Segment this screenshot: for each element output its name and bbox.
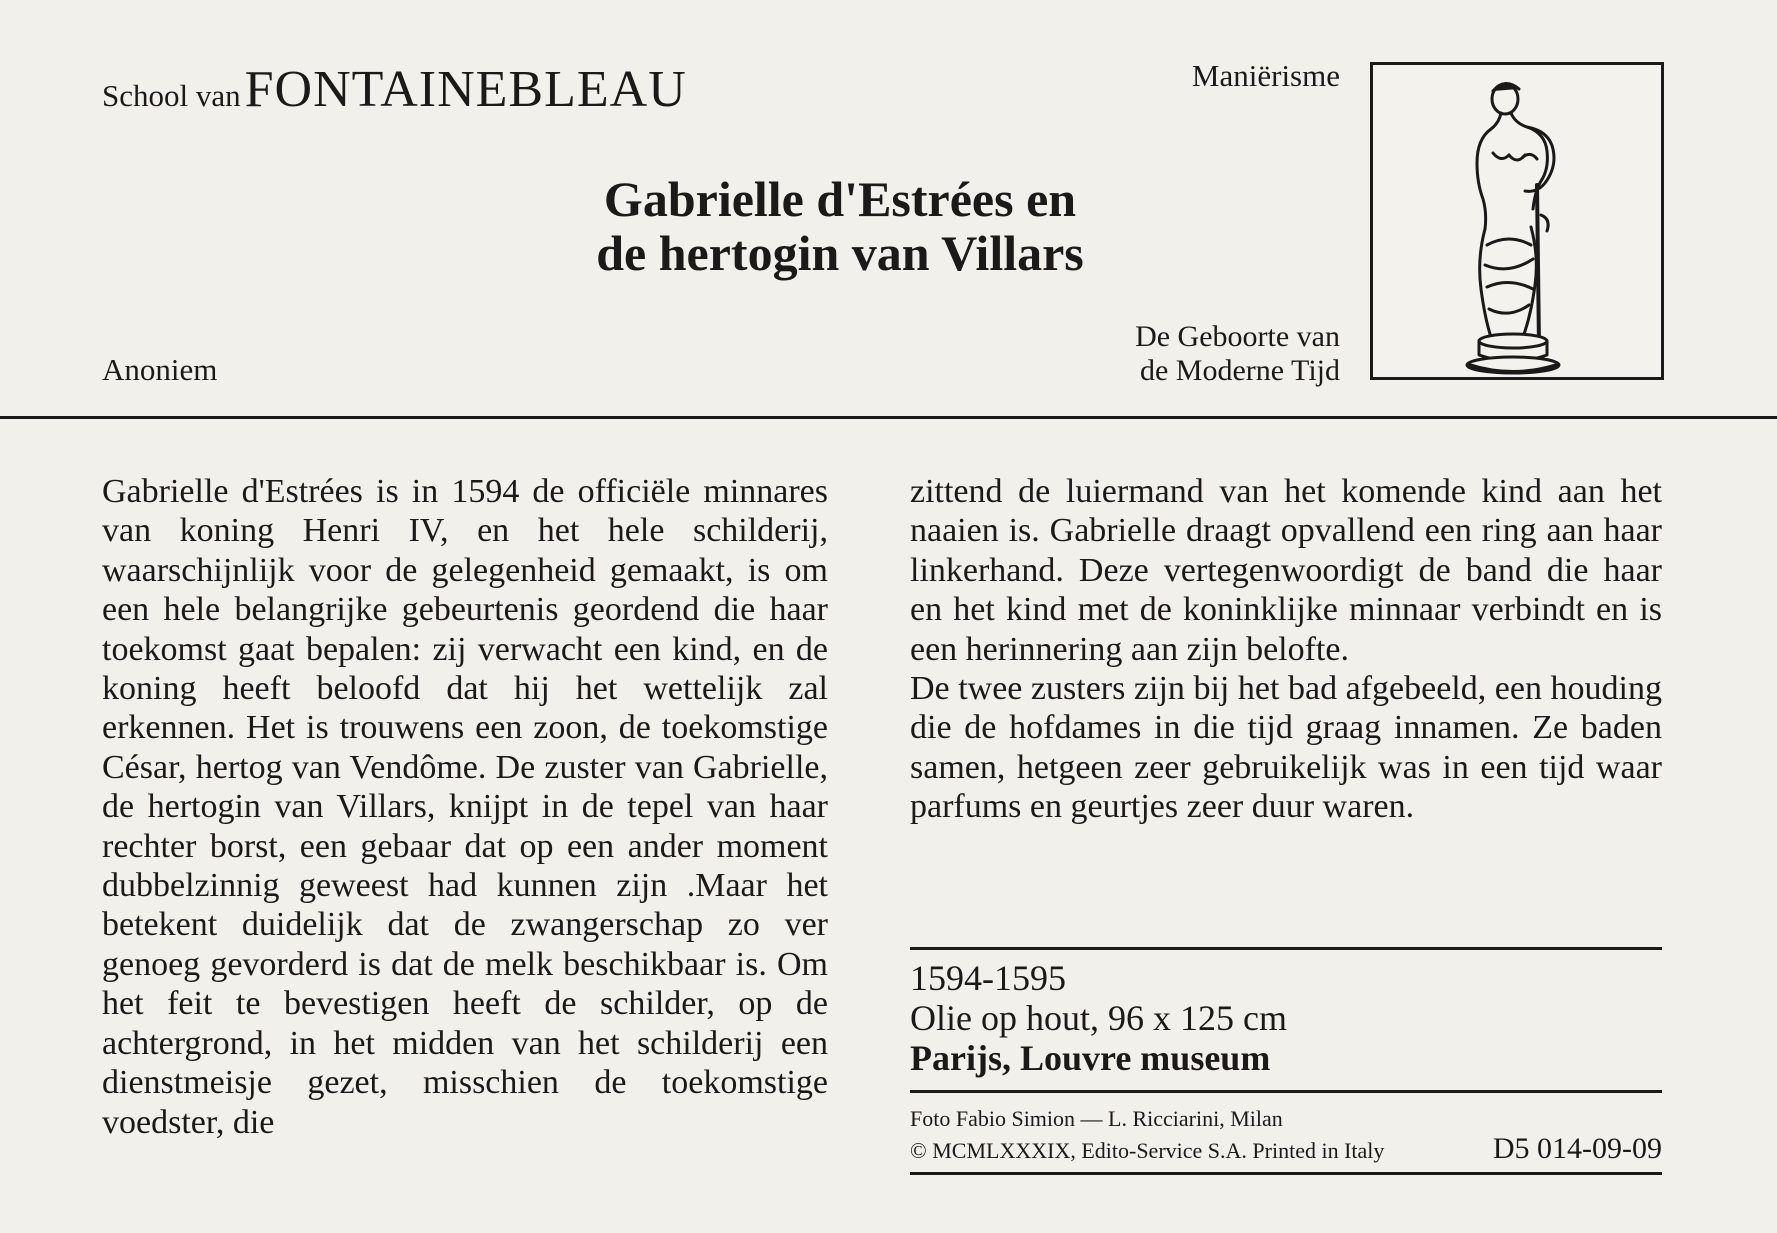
era-line-2: de Moderne Tijd	[1139, 354, 1340, 387]
title-line-2: de hertogin van Villars	[596, 225, 1084, 281]
style-label: Maniërisme	[1191, 58, 1340, 93]
era-line-1: De Geboorte van	[1135, 320, 1340, 353]
statue-figure-icon	[1373, 65, 1661, 377]
copyright-text: © MCMLXXXIX, Edito-Service S.A. Printed in Italy	[910, 1138, 1385, 1163]
description-paragraph: zittend de luiermand van het komende kind aan het naaien is. Gabrielle draagt opvallend een ring aan haar linkerhand. Deze vertegenwoordigt de band die haar en het kind met de koninklijke minnaar verbindt en is een herinnering aan zijn belofte.	[910, 473, 1662, 668]
artwork-title	[500, 172, 1180, 280]
description-right-column	[910, 472, 1662, 827]
school-prefix: School van	[102, 78, 241, 113]
details-divider-top	[910, 947, 1662, 950]
card-code: D5 014-09-09	[1492, 1132, 1662, 1165]
artwork-medium: Olie op hout, 96 x 125 cm	[910, 998, 1287, 1038]
artwork-date: 1594-1595	[910, 958, 1066, 998]
era-label	[1000, 320, 1340, 388]
artwork-location: Parijs, Louvre museum	[910, 1038, 1271, 1078]
description-paragraph: De twee zusters zijn bij het bad afgebeeld, een houding die de hofdames in die tijd graag innamen. Ze baden samen, hetgeen zeer gebruikelijk was in een tijd waar parfums en geurtjes zeer duur waren.	[910, 670, 1662, 826]
description-paragraph: Gabrielle d'Estrées is in 1594 de officiële minnares van koning Henri IV, en het hele schilderij, waarschijnlijk voor de gelegenheid gemaakt, is om een hele belangrijke gebeurtenis geordend die haar toekomst gaat bepalen: zij verwacht een kind, en de koning heeft beloofd dat hij het wettelijk zal erkennen. Het is trouwens een zoon, de toekomstige César, hertog van Vendôme. De zuster van Gabrielle, de hertogin van Villars, knijpt in de tepel van haar rechter borst, een gebaar dat op een ander moment dubbelzinnig geweest had kunnen zijn .Maar het betekent duidelijk dat de zwangerschap zo ver genoeg gevorderd is dat de melk beschikbaar is. Om het feit te bevestigen heeft de schilder, op de achtergrond, in het midden van het schilderij een dienstmeisje gezet, misschien de toekomstige voedster, die	[102, 473, 828, 1141]
details-divider-middle	[910, 1090, 1662, 1093]
school-name: FONTAINEBLEAU	[244, 61, 687, 118]
description-left-column	[102, 472, 828, 1142]
artist-name: Anoniem	[102, 352, 218, 387]
copyright-line	[910, 1132, 1662, 1165]
title-line-1: Gabrielle d'Estrées en	[603, 171, 1077, 227]
details-divider-bottom	[910, 1172, 1662, 1175]
school-heading	[102, 60, 687, 119]
header-divider	[0, 416, 1777, 419]
photo-credit: Foto Fabio Simion — L. Ricciarini, Milan	[910, 1106, 1283, 1131]
logo-frame	[1370, 62, 1664, 380]
